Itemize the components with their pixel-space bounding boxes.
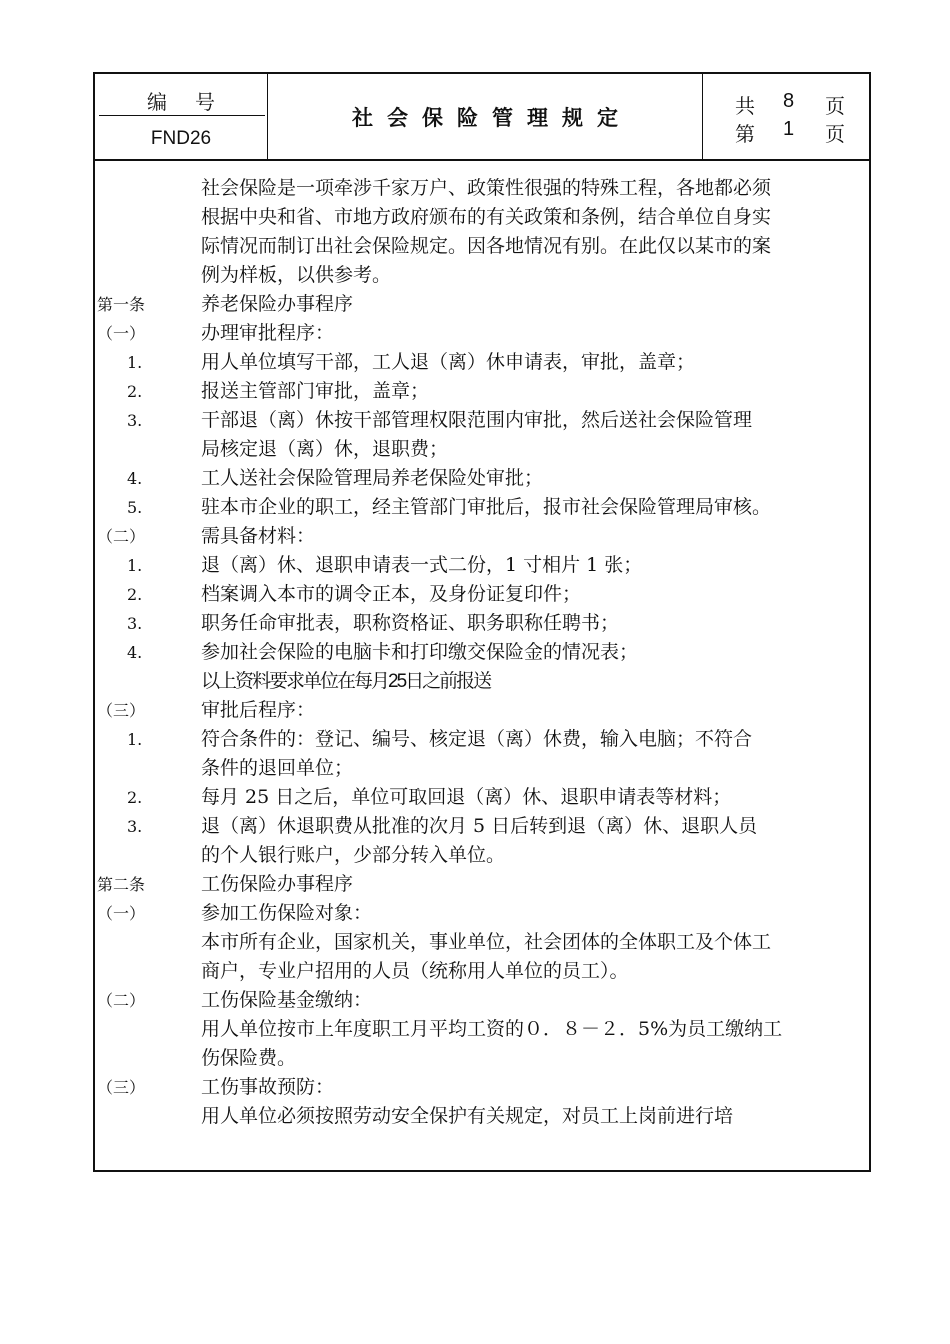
current-label-a: 第	[735, 122, 755, 146]
code-divider	[99, 115, 265, 116]
body-line	[95, 1102, 869, 1131]
body-line	[95, 957, 869, 986]
body-line	[95, 1073, 869, 1102]
line-text: 伤保险费。	[201, 1047, 297, 1069]
body-line	[95, 841, 869, 870]
item-number: 2.	[127, 788, 143, 807]
line-text: 参加工伤保险对象：	[201, 902, 373, 924]
item-number: 2.	[127, 382, 143, 401]
item-number: 3.	[127, 614, 143, 633]
body-line	[95, 928, 869, 957]
line-text: 工伤保险基金缴纳：	[201, 989, 373, 1011]
body-line	[95, 1015, 869, 1044]
body-line	[95, 725, 869, 754]
body-line	[95, 580, 869, 609]
body-line	[95, 203, 869, 232]
body-line	[95, 870, 869, 899]
line-text: 用人单位必须按照劳动安全保护有关规定，对员工上岗前进行培	[201, 1105, 734, 1127]
body-line	[95, 406, 869, 435]
item-number: 3.	[127, 817, 143, 836]
body-line	[95, 261, 869, 290]
document-frame	[93, 72, 871, 1172]
document-title: 社会保险管理规定	[268, 74, 703, 159]
clause-label: （一）	[97, 324, 146, 343]
current-page-row	[703, 118, 869, 148]
line-text: 退（离）休退职费从批准的次月 5 日后转到退（离）休、退职人员	[201, 815, 758, 837]
body-line	[95, 609, 869, 638]
body-line	[95, 319, 869, 348]
clause-label: 第二条	[97, 875, 146, 894]
body-line	[95, 638, 869, 667]
total-pages-row	[703, 90, 869, 120]
line-text: 工伤保险办事程序	[201, 873, 354, 895]
line-text: 档案调入本市的调令正本，及身份证复印件；	[201, 583, 582, 605]
body-line	[95, 232, 869, 261]
body-line	[95, 754, 869, 783]
item-number: 4.	[127, 643, 143, 662]
line-text: 商户，专业户招用的人员（统称用人单位的员工）。	[201, 960, 629, 982]
line-text: 以上资料要求单位在每月25日之前报送	[201, 671, 491, 692]
body-line	[95, 667, 869, 696]
code-label: 编号	[147, 90, 243, 114]
current-label-b: 页	[825, 122, 845, 146]
line-text: 根据中央和省、市地方政府颁布的有关政策和条例，结合单位自身实	[201, 206, 772, 228]
item-number: 1.	[127, 730, 143, 749]
clause-label: （三）	[97, 701, 146, 720]
total-label-a: 共	[735, 94, 755, 118]
body-line	[95, 493, 869, 522]
line-text: 工伤事故预防：	[201, 1076, 335, 1098]
line-text: 养老保险办事程序	[201, 293, 354, 315]
document-body	[95, 174, 869, 1131]
item-number: 1.	[127, 556, 143, 575]
body-line	[95, 377, 869, 406]
item-number: 3.	[127, 411, 143, 430]
clause-label: （三）	[97, 1078, 146, 1097]
clause-label: （一）	[97, 904, 146, 923]
line-text: 用人单位按市上年度职工月平均工资的０．８－２．5%为员工缴纳工	[201, 1018, 783, 1040]
code-value: FND26	[150, 128, 212, 149]
total-label-b: 页	[825, 94, 845, 118]
line-text: 干部退（离）休按干部管理权限范围内审批，然后送社会保险管理	[201, 409, 753, 431]
line-text: 每月 25 日之后，单位可取回退（离）休、退职申请表等材料；	[201, 786, 732, 808]
body-line	[95, 899, 869, 928]
item-number: 4.	[127, 469, 143, 488]
line-text: 审批后程序：	[201, 699, 316, 721]
code-cell	[95, 74, 268, 159]
body-line	[95, 783, 869, 812]
body-line	[95, 174, 869, 203]
body-line	[95, 551, 869, 580]
body-line	[95, 986, 869, 1015]
item-number: 5.	[127, 498, 143, 517]
line-text: 工人送社会保险管理局养老保险处审批；	[201, 467, 544, 489]
current-page-value: 1	[783, 118, 795, 140]
body-line	[95, 435, 869, 464]
clause-label: （二）	[97, 527, 146, 546]
line-text: 职务任命审批表，职称资格证、职务职称任聘书；	[201, 612, 620, 634]
line-text: 办理审批程序：	[201, 322, 335, 344]
clause-label: 第一条	[97, 295, 146, 314]
line-text: 参加社会保险的电脑卡和打印缴交保险金的情况表；	[201, 641, 639, 663]
line-text: 用人单位填写干部，工人退（离）休申请表，审批，盖章；	[201, 351, 696, 373]
body-line	[95, 290, 869, 319]
item-number: 2.	[127, 585, 143, 604]
body-line	[95, 696, 869, 725]
item-number: 1.	[127, 353, 143, 372]
line-text: 本市所有企业，国家机关，事业单位，社会团体的全体职工及个体工	[201, 931, 772, 953]
body-line	[95, 1044, 869, 1073]
line-text: 社会保险是一项牵涉千家万户、政策性很强的特殊工程，各地都必须	[201, 177, 772, 199]
line-text: 报送主管部门审批，盖章；	[201, 380, 430, 402]
line-text: 驻本市企业的职工，经主管部门审批后，报市社会保险管理局审核。	[201, 496, 772, 518]
clause-label: （二）	[97, 991, 146, 1010]
line-text: 条件的退回单位；	[201, 757, 354, 779]
body-line	[95, 348, 869, 377]
line-text: 际情况而制订出社会保险规定。因各地情况有别。在此仅以某市的案	[201, 235, 772, 257]
body-line	[95, 522, 869, 551]
line-text: 局核定退（离）休，退职费；	[201, 438, 449, 460]
page-info-cell	[703, 74, 869, 159]
line-text: 退（离）休、退职申请表一式二份，1 寸相片 1 张；	[201, 554, 643, 576]
body-line	[95, 812, 869, 841]
line-text: 符合条件的：登记、编号、核定退（离）休费，输入电脑；不符合	[201, 728, 753, 750]
total-pages-value: 8	[783, 90, 795, 112]
line-text: 需具备材料：	[201, 525, 316, 547]
document-header	[95, 74, 869, 161]
body-line	[95, 464, 869, 493]
line-text: 例为样板，以供参考。	[201, 264, 392, 286]
line-text: 的个人银行账户，少部分转入单位。	[201, 844, 506, 866]
